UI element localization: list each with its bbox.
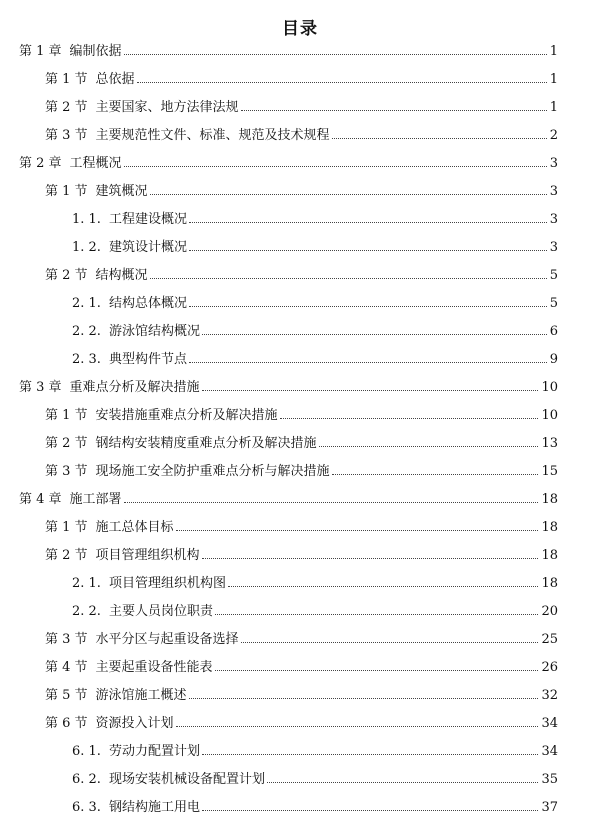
dot-leader [241,641,539,643]
toc-entry-page-number: 10 [541,380,558,395]
toc-entry-page-number: 18 [541,576,558,591]
toc-entry[interactable] [0,626,600,654]
toc-entry-title: 结构总体概况 [108,296,187,311]
toc-entry-title: 劳动力配置计划 [108,744,200,759]
toc-entry[interactable] [0,430,600,458]
dot-leader [124,53,547,55]
dot-leader [202,389,539,391]
toc-entry-title: 建筑概况 [95,184,148,199]
toc-entry-title: 施工部署 [69,492,122,507]
toc-entry-number: 6. 2. [72,772,101,787]
toc-entry-number: 第 1 章 [19,44,62,59]
toc-entry-page-number: 6 [549,324,558,339]
toc-entry-title: 建筑设计概况 [108,240,187,255]
dot-leader [202,809,538,811]
toc-entry[interactable] [0,66,600,94]
toc-entry-title: 安装措施重难点分析及解决措施 [95,408,278,423]
toc-entry-page-number: 3 [549,212,558,227]
toc-entry-number: 第 4 节 [45,660,88,675]
toc-entry-title: 编制依据 [69,44,122,59]
toc-entry-page-number: 18 [541,520,558,535]
toc-entry-title: 结构概况 [95,268,148,283]
toc-entry-page-number: 34 [541,716,558,731]
toc-entry-number: 第 2 节 [45,436,88,451]
toc-entry[interactable] [0,682,600,710]
toc-entry-page-number: 37 [541,800,558,815]
toc-entry-number: 第 3 章 [19,380,62,395]
toc-entry-number: 第 2 节 [45,548,88,563]
toc-entry-page-number: 5 [549,268,558,283]
toc-entry-page-number: 13 [541,436,558,451]
toc-entry-page-number: 34 [541,744,558,759]
toc-entry-number: 2. 1. [72,296,101,311]
dot-leader [332,137,547,139]
toc-entry-number: 第 6 节 [45,716,88,731]
toc-entry[interactable] [0,150,600,178]
toc-entry-title: 钢结构施工用电 [108,800,200,815]
toc-entry-number: 6. 1. [72,744,101,759]
toc-entry[interactable] [0,94,600,122]
toc-entry-title: 总依据 [95,72,135,87]
toc-entry-page-number: 20 [541,604,558,619]
toc-entry-number: 1. 1. [72,212,101,227]
toc-entry-number: 1. 2. [72,240,101,255]
toc-entry-number: 第 5 节 [45,688,88,703]
toc-entry-page-number: 3 [549,184,558,199]
toc-entry-number: 第 1 节 [45,72,88,87]
toc-entry-number: 第 1 节 [45,520,88,535]
toc-entry-page-number: 10 [541,408,558,423]
toc-entry[interactable] [0,598,600,626]
toc-entry-number: 2. 2. [72,324,101,339]
toc-entry-title: 重难点分析及解决措施 [69,380,200,395]
toc-entry[interactable] [0,402,600,430]
dot-leader [176,725,539,727]
toc-entry-title: 项目管理组织机构 [95,548,200,563]
toc-entry[interactable] [0,234,600,262]
toc-entry-page-number: 3 [549,240,558,255]
toc-entry-number: 第 2 章 [19,156,62,171]
toc-entry[interactable] [0,374,600,402]
toc-entry-number: 第 1 节 [45,184,88,199]
page-title: 目录 [282,19,318,39]
toc-entry[interactable] [0,346,600,374]
toc-entry-number: 2. 2. [72,604,101,619]
toc-entry-page-number: 1 [549,100,558,115]
toc-entry-title: 项目管理组织机构图 [108,576,226,591]
dot-leader [124,501,539,503]
toc-entry-page-number: 18 [541,492,558,507]
toc-entry-title: 主要规范性文件、标准、规范及技术规程 [95,128,330,143]
dot-leader [332,473,539,475]
toc-entry[interactable] [0,514,600,542]
toc-entry-page-number: 32 [541,688,558,703]
dot-leader [241,109,547,111]
toc-entry[interactable] [0,570,600,598]
toc-entry-page-number: 18 [541,548,558,563]
toc-entry-page-number: 9 [549,352,558,367]
dot-leader [228,585,538,587]
toc-entry-number: 6. 3. [72,800,101,815]
toc-entry-title: 主要起重设备性能表 [95,660,213,675]
toc-list [0,38,600,822]
toc-entry[interactable] [0,766,600,794]
toc-entry-page-number: 3 [549,156,558,171]
toc-entry-number: 第 3 节 [45,128,88,143]
toc-entry[interactable] [0,122,600,150]
dot-leader [202,557,539,559]
dot-leader [202,333,547,335]
toc-entry-number: 第 2 节 [45,100,88,115]
toc-entry-number: 2. 1. [72,576,101,591]
toc-entry[interactable] [0,38,600,66]
dot-leader [189,305,547,307]
toc-entry[interactable] [0,738,600,766]
toc-entry-page-number: 5 [549,296,558,311]
dot-leader [150,193,547,195]
dot-leader [137,81,547,83]
dot-leader [280,417,539,419]
toc-entry-page-number: 1 [549,44,558,59]
dot-leader [215,669,539,671]
dot-leader [189,221,547,223]
toc-entry[interactable] [0,654,600,682]
toc-entry[interactable] [0,262,600,290]
toc-entry[interactable] [0,206,600,234]
toc-entry-page-number: 25 [541,632,558,647]
toc-entry-page-number: 1 [549,72,558,87]
toc-entry-title: 钢结构安装精度重难点分析及解决措施 [95,436,317,451]
dot-leader [202,753,538,755]
toc-entry[interactable] [0,486,600,514]
toc-entry-number: 第 3 节 [45,464,88,479]
toc-entry[interactable] [0,794,600,822]
dot-leader [215,613,538,615]
dot-leader [189,361,547,363]
dot-leader [319,445,539,447]
toc-entry-title: 工程概况 [69,156,122,171]
toc-entry-number: 第 1 节 [45,408,88,423]
toc-entry-number: 第 4 章 [19,492,62,507]
dot-leader [189,697,539,699]
dot-leader [150,277,547,279]
toc-entry-title: 游泳馆结构概况 [108,324,200,339]
toc-entry-number: 第 3 节 [45,632,88,647]
dot-leader [267,781,538,783]
toc-entry-title: 现场施工安全防护重难点分析与解决措施 [95,464,330,479]
toc-entry-number: 第 2 节 [45,268,88,283]
toc-entry-number: 2. 3. [72,352,101,367]
toc-entry-page-number: 26 [541,660,558,675]
dot-leader [124,165,547,167]
toc-entry[interactable] [0,710,600,738]
dot-leader [189,249,547,251]
toc-entry[interactable] [0,458,600,486]
toc-entry-title: 主要人员岗位职责 [108,604,213,619]
toc-entry-title: 典型构件节点 [108,352,187,367]
toc-entry-page-number: 35 [541,772,558,787]
toc-entry[interactable] [0,318,600,346]
toc-entry[interactable] [0,290,600,318]
toc-entry-title: 资源投入计划 [95,716,174,731]
toc-entry-title: 主要国家、地方法律法规 [95,100,239,115]
toc-entry-title: 水平分区与起重设备选择 [95,632,239,647]
toc-entry-title: 施工总体目标 [95,520,174,535]
toc-entry-page-number: 15 [541,464,558,479]
dot-leader [176,529,539,531]
toc-entry-title: 游泳馆施工概述 [95,688,187,703]
toc-entry-title: 工程建设概况 [108,212,187,227]
toc-entry[interactable] [0,178,600,206]
toc-entry-page-number: 2 [549,128,558,143]
toc-entry[interactable] [0,542,600,570]
toc-entry-title: 现场安装机械设备配置计划 [108,772,265,787]
